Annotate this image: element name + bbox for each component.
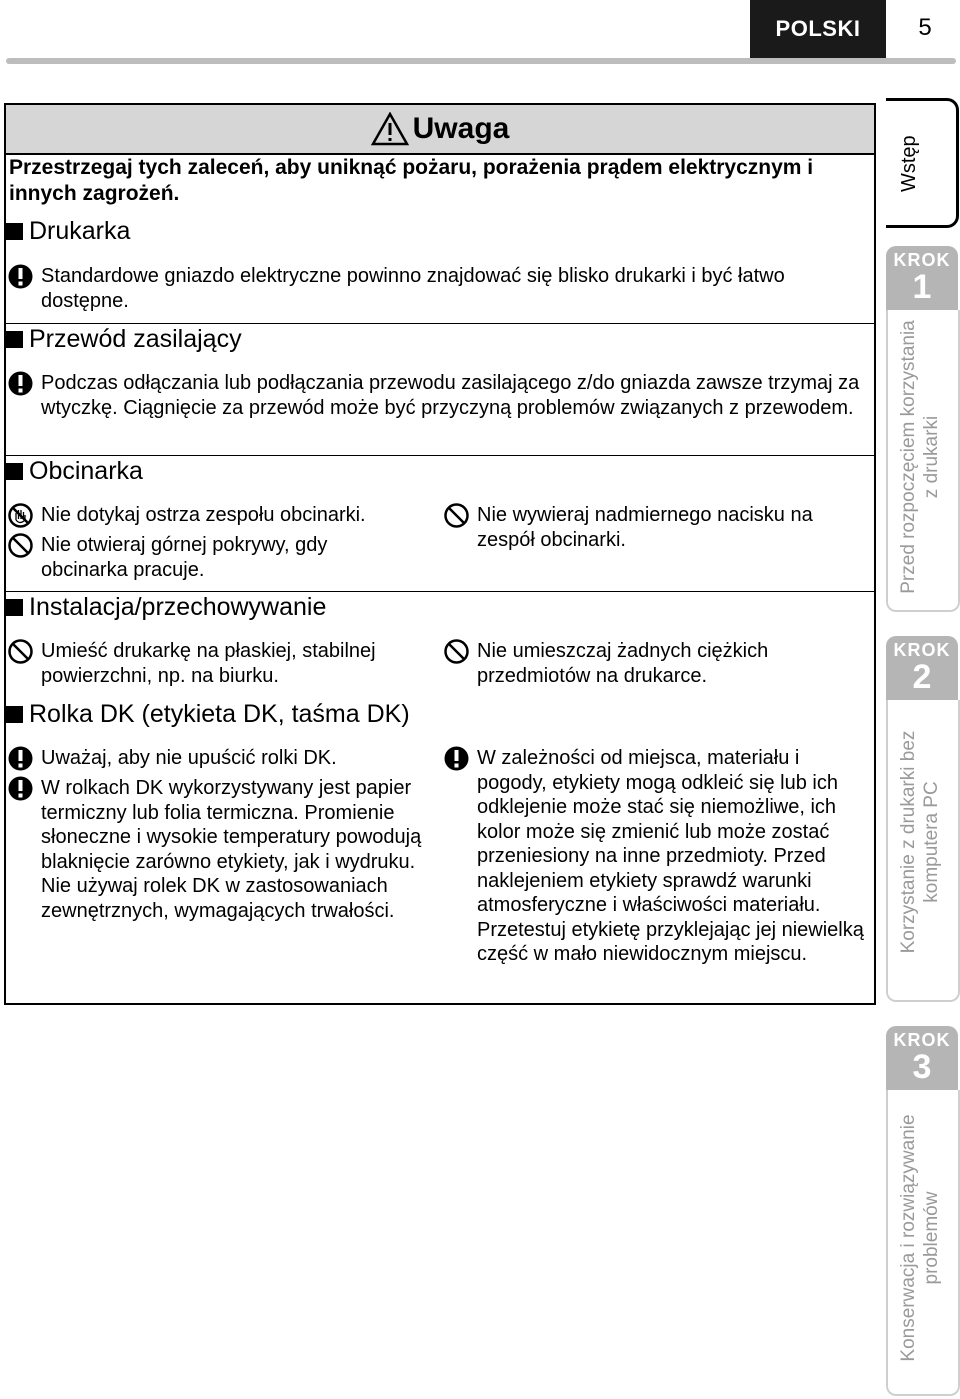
mandatory-action-icon [444, 746, 469, 771]
sidebar-wstep-label: Wstęp [898, 135, 920, 192]
mandatory-action-icon [8, 371, 33, 396]
krok-word: KROK [893, 250, 951, 270]
caution-title: Uwaga [412, 112, 510, 145]
sidebar-krok-3-label: Konserwacja i rozwiązywanie problemów [898, 1114, 942, 1362]
mandatory-action-icon [8, 746, 33, 771]
page-number: 5 [918, 14, 932, 41]
section-title: Rolka DK (etykieta DK, taśma DK) [29, 700, 410, 728]
caution-intro: Przestrzegaj tych zaleceń, aby uniknąć pożaru, porażenia prądem elektrycznym i innych zagrożeń. [9, 156, 814, 205]
obcinarka-item-3: Nie wywieraj nadmiernego nacisku na zespół obcinarki. [477, 504, 813, 551]
obcinarka-item-2: Nie otwieraj górnej pokrywy, gdy obcinarka pracuje. [41, 534, 328, 581]
warning-triangle-icon [371, 112, 409, 146]
sidebar-tab-wstep[interactable] [886, 98, 959, 228]
instalacja-item-2: Nie umieszczaj żadnych ciężkich przedmiotów na drukarce. [477, 640, 769, 687]
section-rolka [6, 700, 874, 729]
prohibited-icon [444, 503, 469, 528]
section-title: Przewód zasilający [29, 325, 242, 353]
section-bullet-icon [6, 331, 23, 348]
instalacja-item-1: Umieść drukarkę na płaskiej, stabilnej powierzchni, np. na biurku. [41, 640, 376, 687]
section-title: Drukarka [29, 217, 131, 245]
section-bullet-icon [6, 599, 23, 616]
sidebar-krok-3[interactable] [886, 1026, 958, 1090]
rolka-item-1: Uważaj, aby nie upuścić rolki DK. [41, 747, 337, 769]
rolka-item-3: W zależności od miejsca, materiału i pogody, etykiety mogą odkleić się lub ich odklejenie może stać się niemożliwe, ich kolor może się zmienić lub może zostać przeniesiony na inne przedmioty. Przed naklejeniem etykiety sprawdź warunki atmosferyczne i właściwości materiału. Przetestuj etykietę przyklejając jej niewielką część w mało niewidocznym miejscu. [477, 747, 864, 965]
do-not-touch-icon [8, 503, 33, 528]
section-title: Obcinarka [29, 457, 143, 485]
krok-number: 1 [912, 268, 932, 306]
sidebar-krok-1[interactable] [886, 246, 958, 310]
obcinarka-item-1: Nie dotykaj ostrza zespołu obcinarki. [41, 504, 366, 526]
sidebar-krok-2-label: Korzystanie z drukarki bez komputera PC [898, 730, 942, 954]
sidebar-krok-1-label: Przed rozpoczęciem korzystania z drukarki [898, 320, 942, 594]
mandatory-action-icon [8, 264, 33, 289]
sidebar-krok-2[interactable] [886, 636, 958, 700]
section-bullet-icon [6, 706, 23, 723]
language-tab: POLSKI [750, 0, 886, 58]
mandatory-action-icon [8, 776, 33, 801]
krok-word: KROK [893, 640, 951, 660]
section-instalacja [6, 593, 874, 622]
section-divider [6, 591, 874, 592]
krok-number: 3 [912, 1048, 932, 1086]
drukarka-item-1: Standardowe gniazdo elektryczne powinno znajdować się blisko drukarki i być łatwo dostępne. [41, 265, 785, 312]
prohibited-icon [8, 639, 33, 664]
section-drukarka [6, 217, 874, 246]
prohibited-icon [444, 639, 469, 664]
rolka-item-2: W rolkach DK wykorzystywany jest papier termiczny lub folia termiczna. Promienie słoneczne i wysokie temperatury powodują blaknięcie zarówno etykiety, jak i wydruku. Nie używaj rolek DK w zastosowaniach zewnętrznych, wymagających trwałości. [41, 777, 422, 922]
header-rule [6, 58, 956, 64]
section-przewod [6, 325, 874, 354]
przewod-item-1: Podczas odłączania lub podłączania przewodu zasilającego z/do gniazda zawsze trzymaj za wtyczkę. Ciągnięcie za przewód może być przyczyną problemów związanych z przewodem. [41, 372, 860, 419]
section-obcinarka [6, 457, 874, 486]
section-bullet-icon [6, 463, 23, 480]
prohibited-icon [8, 533, 33, 558]
section-title: Instalacja/przechowywanie [29, 593, 327, 621]
krok-word: KROK [893, 1030, 951, 1050]
section-divider [6, 323, 874, 324]
section-divider [6, 455, 874, 456]
krok-number: 2 [912, 658, 932, 696]
section-bullet-icon [6, 223, 23, 240]
caution-header [6, 105, 874, 155]
